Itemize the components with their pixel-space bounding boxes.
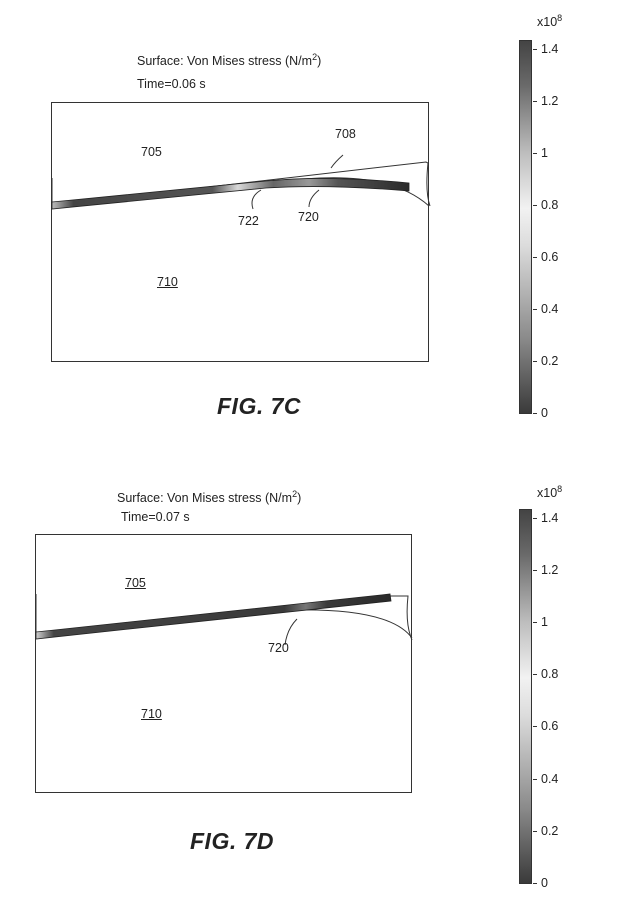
- colorbar-tick-label: 0.4: [541, 301, 559, 316]
- colorbar-tick: [533, 674, 537, 675]
- colorbar-tick-label: 0.2: [541, 353, 559, 368]
- colorbar-tick: [533, 622, 537, 623]
- colorbar-tick-label: 0.8: [541, 197, 559, 212]
- figure-label: FIG. 7D: [190, 828, 275, 854]
- colorbar-tick: [533, 518, 537, 519]
- colorbar-tick: [533, 309, 537, 310]
- colorbar-tick: [533, 726, 537, 727]
- colorbar-multiplier: $x10^8$: [537, 13, 563, 30]
- colorbar-tick-label: 1: [541, 615, 548, 630]
- surface-title: Surface: Von Mises stress $(N/m^2)$: [137, 52, 322, 69]
- label-720: 720: [298, 210, 319, 224]
- colorbar-tick-label: 1.2: [541, 562, 559, 577]
- label-720: 720: [268, 641, 289, 655]
- colorbar-tick-label: 0.2: [541, 823, 559, 838]
- time-label: Time=0.07 s: [121, 510, 190, 524]
- beam-720: [52, 178, 409, 209]
- label-710: 710: [157, 275, 178, 289]
- stress-plot: [35, 534, 415, 796]
- colorbar-tick: [533, 570, 537, 571]
- colorbar-tick: [533, 257, 537, 258]
- boundary-curve: [293, 610, 412, 638]
- colorbar: [519, 509, 559, 890]
- colorbar-multiplier: $x10^8$: [537, 484, 563, 501]
- colorbar-tick: [533, 153, 537, 154]
- colorbar-tick: [533, 831, 537, 832]
- colorbar-tick-label: 0.8: [541, 667, 559, 682]
- colorbar-tick-label: 0: [541, 876, 548, 890]
- figure-label: FIG. 7C: [217, 393, 302, 419]
- time-label: Time=0.06 s: [137, 77, 206, 91]
- surface-title: Surface: Von Mises stress $(N/m^2)$: [117, 489, 302, 506]
- colorbar-tick: [533, 413, 537, 414]
- colorbar-tick-label: 0.6: [541, 249, 559, 264]
- label-705: 705: [125, 576, 146, 590]
- label-708: 708: [335, 127, 356, 141]
- colorbar: [519, 40, 559, 420]
- colorbar-tick-label: 1.4: [541, 41, 559, 56]
- colorbar-tick: [533, 49, 537, 50]
- colorbar-tick: [533, 883, 537, 884]
- colorbar-tick-label: 0.6: [541, 719, 559, 734]
- colorbar-tick-label: 0: [541, 406, 548, 420]
- beam-720: [36, 594, 391, 639]
- colorbar-tick-label: 0.4: [541, 771, 559, 786]
- colorbar-tick: [533, 101, 537, 102]
- label-710: 710: [141, 707, 162, 721]
- colorbar-tick: [533, 205, 537, 206]
- colorbar-tick-label: 1.4: [541, 510, 559, 525]
- label-705: 705: [141, 145, 162, 159]
- leader-720: [309, 190, 319, 207]
- colorbar-tick: [533, 779, 537, 780]
- figure-7d-panel: [0, 458, 618, 916]
- label-722: 722: [238, 214, 259, 228]
- leader-722: [252, 190, 261, 209]
- colorbar-tick: [533, 361, 537, 362]
- colorbar-tick-label: 1.2: [541, 93, 559, 108]
- stress-plot: [51, 102, 431, 364]
- leader-708: [331, 155, 343, 168]
- colorbar-tick-label: 1: [541, 145, 548, 160]
